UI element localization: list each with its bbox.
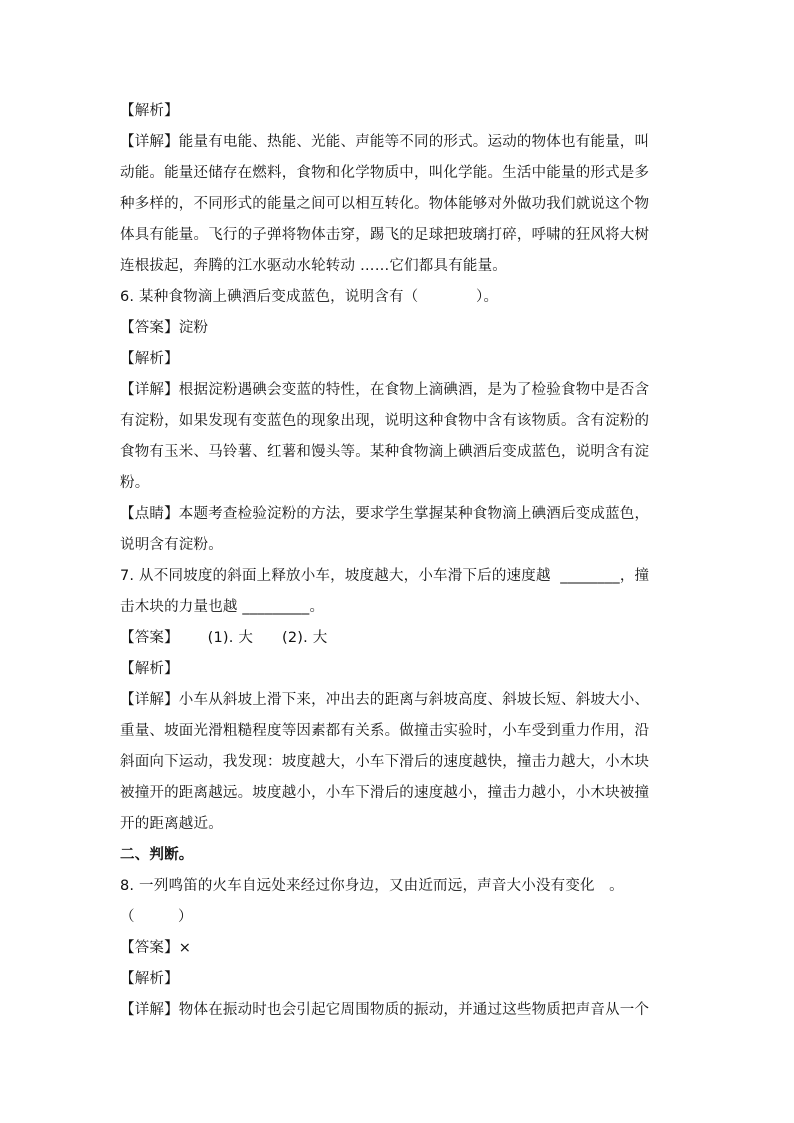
text-line: 说明含有淀粉。 [120, 537, 223, 553]
answer-line: 【答案】淀粉 [120, 320, 209, 336]
comment-line: 【点睛】本题考查检验淀粉的方法，要求学生掌握某种食物滴上碘酒后变成蓝色， [120, 506, 650, 522]
text-line: 【详解】小车从斜坡上滑下来，冲出去的距离与斜坡高度、斜坡长短、斜坡大小、 [120, 692, 650, 708]
text-line: 连根拔起，奔腾的江水驱动水轮转动 ……它们都具有能量。 [120, 258, 508, 274]
text-line: （ ） [120, 909, 193, 925]
text-line: 种多样的，不同形式的能量之间可以相互转化。物体能够对外做功我们就说这个物 [120, 196, 650, 212]
text-line: 有淀粉，如果发现有变蓝色的现象出现，说明这种食物中含有该物质。含有淀粉的 [120, 413, 650, 429]
text-line: 【详解】根据淀粉遇碘会变蓝的特性，在食物上滴碘酒，是为了检验食物中是否含 [120, 382, 650, 398]
text-line: 开的距离越近。 [120, 816, 223, 832]
text-line: 【详解】物体在振动时也会引起它周围物质的振动，并通过这些物质把声音从一个 [120, 1002, 650, 1018]
text-line: 动能。能量还储存在燃料，食物和化学物质中，叫化学能。生活中能量的形式是多 [120, 165, 650, 181]
analysis-label: 【解析】 [120, 103, 179, 119]
text-line: 斜面向下运动，我发现：坡度越大，小车下滑后的速度越快，撞击力越大，小木块 [120, 754, 650, 770]
analysis-label: 【解析】 [120, 351, 179, 367]
text-line: 食物有玉米、马铃薯、红薯和馒头等。某种食物滴上碘酒后变成蓝色，说明含有淀 [120, 444, 650, 460]
question-7: 7. 从不同坡度的斜面上释放小车，坡度越大，小车滑下后的速度越 ________，撞 [120, 568, 650, 584]
text-line: 粉。 [120, 475, 150, 491]
text-line: 被撞开的距离越远。坡度越小，小车下滑后的速度越小，撞击力越小，小木块被撞 [120, 785, 650, 801]
text-line: 击木块的力量也越 _________。 [120, 599, 325, 615]
question-8: 8. 一列鸣笛的火车自远处来经过你身边，又由近而远，声音大小没有变化 。 [120, 878, 624, 894]
answer-line: 【答案】 (1). 大 (2). 大 [120, 630, 328, 646]
section-heading: 二、判断。 [120, 847, 194, 863]
text-line: 体具有能量。飞行的子弹将物体击穿，踢飞的足球把玻璃打碎，呼啸的狂风将大树 [120, 227, 650, 243]
analysis-label: 【解析】 [120, 661, 179, 677]
text-line: 重量、坡面光滑粗糙程度等因素都有关系。做撞击实验时，小车受到重力作用，沿 [120, 723, 650, 739]
question-6: 6. 某种食物滴上碘酒后变成蓝色，说明含有（ ）。 [120, 289, 499, 305]
text-line: 【详解】能量有电能、热能、光能、声能等不同的形式。运动的物体也有能量，叫 [120, 134, 650, 150]
answer-line: 【答案】× [120, 940, 192, 956]
analysis-label: 【解析】 [120, 971, 179, 987]
